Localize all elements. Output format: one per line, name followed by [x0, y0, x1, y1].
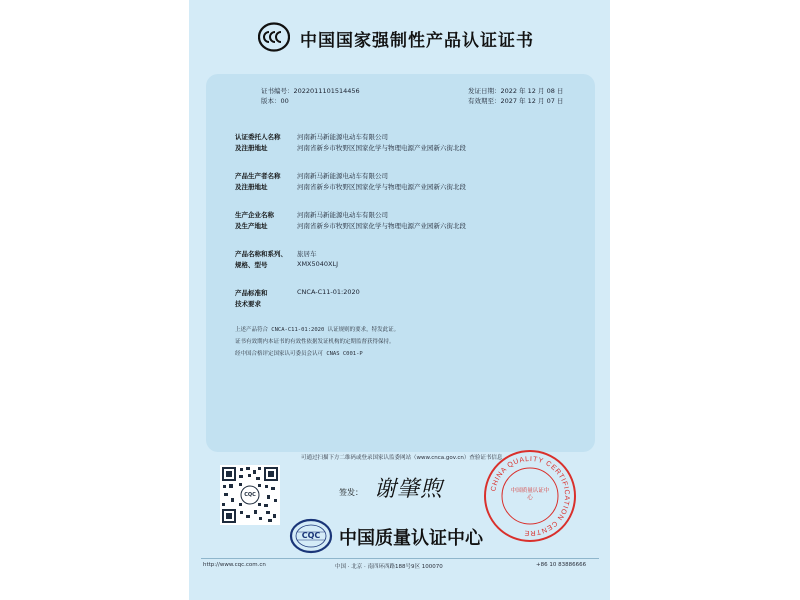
certificate-title: 中国国家强制性产品认证证书: [300, 31, 534, 51]
expiry-date: 2027 年 12 月 07 日: [500, 97, 564, 105]
field-label: 技术要求: [235, 300, 261, 308]
stamp-ring-text: CHINA QUALITY CERTIFICATION CENTRE: [490, 455, 571, 537]
field-value: 河南新马新能源电动车有限公司: [297, 172, 388, 180]
qr-center-label: CQC: [244, 492, 256, 498]
field-label: 规格、型号: [235, 261, 268, 269]
field-label: 及生产地址: [235, 222, 268, 230]
cert-number: 2022011101514456: [293, 87, 360, 95]
footer-address: 中国 · 北京 · 南四环西路188号9区 100070: [335, 564, 443, 570]
certificate-body: [206, 74, 595, 452]
field-label: 产品标准和: [235, 289, 268, 297]
issue-date-row: [468, 86, 563, 95]
note-line: 上述产品符合 CNCA-C11-01:2020 认证规则的要求，特发此证。: [235, 327, 400, 333]
footer-divider: [201, 558, 599, 559]
issue-date: 2022 年 12 月 08 日: [500, 87, 564, 95]
note-line: 证书有效期内本证书的有效性依据发证机构的定期监督获得保持。: [235, 339, 395, 345]
version-label: 版本：: [261, 97, 281, 105]
expiry-date-label: 有效期至：: [468, 97, 501, 105]
org-name: 中国质量认证中心: [339, 528, 483, 549]
footer-phone: +86 10 83886666: [536, 562, 587, 568]
expiry-date-row: [468, 96, 563, 105]
field-label: 生产企业名称: [235, 211, 274, 219]
certificate-header: [258, 22, 558, 54]
field-value: 河南新马新能源电动车有限公司: [297, 133, 388, 141]
cqc-logo-text: CQC: [301, 531, 321, 540]
field-value: CNCA-C11-01:2020: [297, 288, 360, 296]
field-value: 河南新马新能源电动车有限公司: [297, 211, 388, 219]
field-value: 河南省新乡市牧野区国家化学与物理电源产业园新六街北段: [297, 222, 466, 230]
signature-name: 谢肇煦: [374, 477, 444, 502]
field-value: 河南省新乡市牧野区国家化学与物理电源产业园新六街北段: [297, 144, 466, 152]
issue-date-label: 发证日期：: [468, 87, 501, 95]
verify-note: 可通过扫描下方二维码或登录国家认监委网站（www.cnca.gov.cn）查验证书信息: [301, 455, 503, 461]
field-value: XMX5040XLJ: [297, 260, 339, 268]
certificate: [189, 0, 610, 600]
field-label: 及注册地址: [235, 144, 268, 152]
signature-label: 签发：: [339, 488, 363, 497]
cert-number-row: [261, 86, 360, 95]
field-label: 产品名称和系列、: [235, 250, 287, 258]
field-value: 旅居车: [297, 250, 317, 258]
note-line: 经中国合格评定国家认可委员会认可 CNAS C001-P: [235, 351, 363, 357]
field-value: 河南省新乡市牧野区国家化学与物理电源产业园新六街北段: [297, 183, 466, 191]
field-label: 认证委托人名称: [235, 133, 281, 141]
cert-number-label: 证书编号：: [261, 87, 294, 95]
field-label: 产品生产者名称: [235, 172, 281, 180]
footer-website[interactable]: http://www.cqc.com.cn: [203, 562, 266, 568]
version: 00: [280, 97, 289, 105]
version-row: [261, 96, 289, 105]
ccc-mark-icon: [258, 22, 290, 52]
stamp-center-text: 中国质量认证中心: [510, 488, 550, 501]
field-label: 及注册地址: [235, 183, 268, 191]
